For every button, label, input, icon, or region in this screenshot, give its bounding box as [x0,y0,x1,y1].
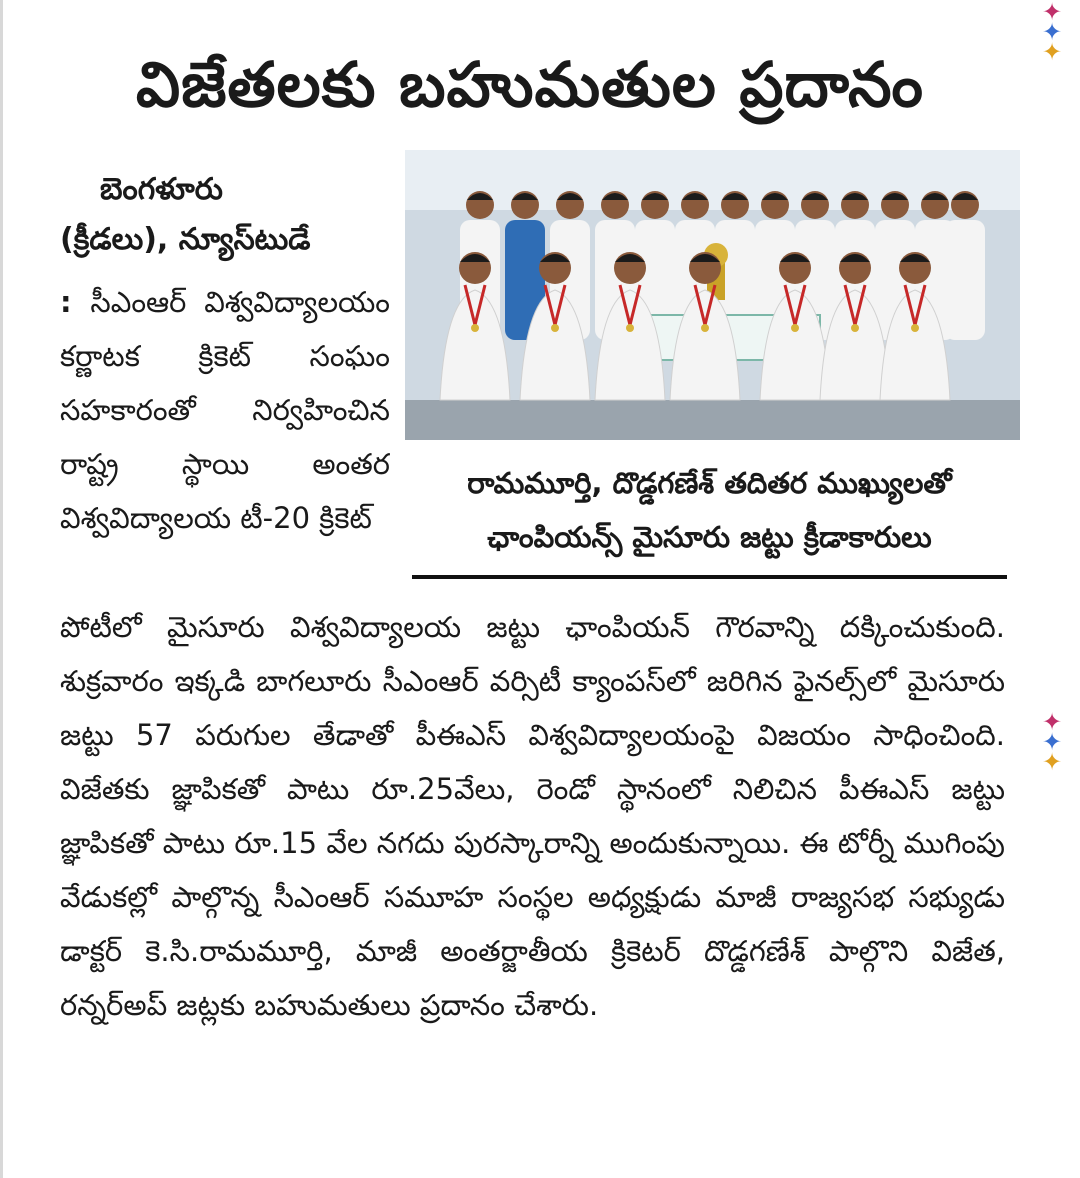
medal [471,324,479,332]
article-body-text: పోటీలో మైసూరు విశ్వవిద్యాలయ జట్టు ఛాంపియన్ గౌరవాన్ని దక్కించుకుంది. శుక్రవారం ఇక్కడి బాగలూరు సీఎంఆర్ వర్సిటీ క్యాంపస్‌లో జరిగిన ఫైనల్స్‌లో మైసూరు జట్టు 57 పరుగుల తేడాతో పీఈఎస్ విశ్వవిద్యాలయంపై విజయం సాధించింది. విజేతకు జ్ఞాపికతో పాటు రూ.25వేలు, రెండో స్థానంలో నిలిచిన పీఈఎస్ జట్టు జ్ఞాపికతో పాటు రూ.15 వేల నగదు పురస్కారాన్ని అందుకున్నాయి. ఈ టోర్నీ ముగింపు వేడుకల్లో పాల్గొన్న సీఎంఆర్ సమూహ సంస్థల అధ్యక్షుడు మాజీ రాజ్యసభ సభ్యుడు డాక్టర్ కె.సి.రామమూర్తి, మాజీ అంతర్జాతీయ క్రికెటర్ దొడ్డగణేశ్ పాల్గొని విజేత, రన్నర్‌అప్ జట్లకు బహుమతులు ప్రదానం చేశారు. [60,610,1005,1022]
medal [701,324,709,332]
article-dateline [60,165,390,265]
photo-caption [412,456,1007,564]
page-left-border [0,0,3,1178]
dateline-source: (క్రీడలు), న్యూస్‌టుడే [60,222,311,257]
medal [626,324,634,332]
article-photo [405,150,1020,440]
caption-divider [412,575,1007,579]
article-body-column [60,275,390,545]
article-headline: విజేతలకు బహుమతుల ప్రదానం [136,48,924,121]
dateline-colon: : [60,285,91,319]
medal [551,324,559,332]
photo-caption-line-2: ఛాంపియన్స్ మైసూరు జట్టు క్రీడాకారులు [487,520,932,554]
decorative-ornament-top: ✦ ✦ ✦ [1041,0,1063,66]
medal [911,324,919,332]
photo-floor [405,400,1020,440]
decorative-ornament-middle: ✦ ✦ ✦ [1041,708,1063,776]
medal [791,324,799,332]
dateline-place: బెంగళూరు [100,172,223,207]
photo-caption-line-1: రామమూర్తి, దొడ్డగణేశ్ తదితర ముఖ్యులతో [467,466,952,500]
standing-person [945,220,985,340]
medal [851,324,859,332]
article-body-column-text: సీఎంఆర్ విశ్వవిద్యాలయం కర్ణాటక క్రికెట్ సంఘం సహకారంతో నిర్వహించిన రాష్ట్ర స్థాయి అంతర విశ్వవిద్యాలయ టీ-20 క్రికెట్ [60,285,390,535]
cricket-team-photo [405,150,1020,440]
